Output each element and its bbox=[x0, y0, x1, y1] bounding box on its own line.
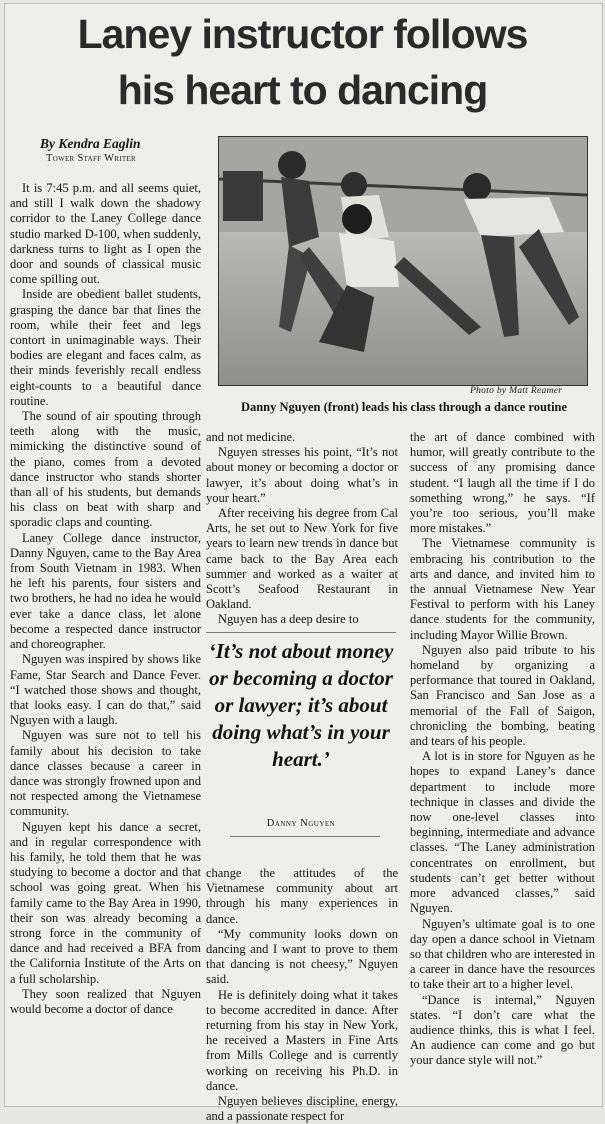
article-column-2-top bbox=[206, 430, 398, 628]
paragraph: After receiving his degree from Cal Arts, he set out to New York for five years to learn new trends in dance but came back to the Bay Area each summer and worked as a waiter at Scott’s Seafood Restaurant in Oakland. bbox=[206, 506, 398, 612]
photo-credit: Photo by Matt Reamer bbox=[470, 386, 563, 396]
paragraph: It is 7:45 p.m. and all seems quiet, and still I walk down the shadowy corridor to the Laney College dance studio marked D-100, when suddenly, darkness turns to light as I open the door and sounds of classical music come spilling out. bbox=[10, 181, 201, 287]
paragraph: Nguyen was inspired by shows like Fame, Star Search and Dance Fever. “I watched those shows and thought, that looks easy. I can do that,” said Nguyen with a laugh. bbox=[10, 652, 201, 728]
paragraph: Nguyen’s ultimate goal is to one day open a dance school in Vietnam so that children who are interested in a career in dance have the resources to take their art to a higher level. bbox=[410, 916, 595, 992]
paragraph: Laney College dance instructor, Danny Nguyen, came to the Bay Area from South Vietnam in 1983. When he left his parents, four sisters and two brothers, he had no idea he would ever take a dance class, let alone become a respected dance instructor and choreographer. bbox=[10, 530, 201, 652]
paragraph: Nguyen also paid tribute to his homeland by organizing a performance that toured in Oakland, San Francisco and San Jose as a memorial of the Fall of Saigon, chronicling the bombing, beating and tears of his people. bbox=[410, 642, 595, 749]
byline-role: Tower Staff Writer bbox=[46, 153, 137, 164]
paragraph: Nguyen has a deep desire to bbox=[218, 612, 359, 627]
pullquote-top-rule bbox=[206, 632, 396, 633]
paragraph: Nguyen kept his dance a secret, and in regular correspondence with his family, he told them that he was studying to become a doctor and that school was going great. When his family came to the Bay Area in 1990, their son was already becoming a strong force in the community of dance and had received a BFA from the California Institute of the Arts on a full scholarship. bbox=[10, 819, 201, 986]
paragraph: Nguyen stresses his point, “It’s not about money or becoming a doctor or lawyer, it’s about doing what’s in your heart.” bbox=[206, 445, 398, 505]
pullquote: ‘It’s not about money or becoming a doctor or lawyer; it’s about doing what’s in your heart.’ bbox=[208, 639, 394, 771]
photo-caption: Danny Nguyen (front) leads his class through a dance routine bbox=[240, 400, 568, 414]
paragraph: They soon realized that Nguyen would become a doctor of dance bbox=[10, 986, 201, 1016]
paragraph: and not medicine. bbox=[206, 430, 296, 444]
dancers-illustration bbox=[219, 137, 587, 385]
dance-class-photo bbox=[218, 136, 588, 386]
paragraph: change the attitudes of the Vietnamese community about art through his many experiences in dance. bbox=[206, 866, 398, 926]
paragraph: Nguyen believes discipline, energy, and a passionate respect for bbox=[206, 1094, 398, 1124]
paragraph: He is definitely doing what it takes to become accredited in dance. After returning from his stay in New York, he received a Masters in Fine Arts from Mills College and is currently working on receiving his Ph.D. in dance. bbox=[206, 987, 398, 1093]
article-column-1 bbox=[10, 181, 201, 1017]
headline-line-2: his heart to dancing bbox=[117, 67, 488, 113]
paragraph: Nguyen was sure not to tell his family about his decision to take dance classes because a career in dance was strongly frowned upon and not respected among the Vietnamese community. bbox=[10, 728, 201, 819]
article-column-3 bbox=[410, 430, 595, 1069]
headline-line-1: Laney instructor follows bbox=[77, 11, 528, 57]
paragraph: the art of dance combined with humor, will greatly contribute to the success of any promising dance student. “I laugh all the time if I do something wrong,” he says. “If you’re too serious, you’ll make more mistakes.” bbox=[410, 430, 595, 536]
byline-author: By Kendra Eaglin bbox=[40, 136, 141, 151]
paragraph: Inside are obedient ballet students, grasping the dance bar that lines the room, while their feet and legs contort in unimaginable ways. Their bodies are elegant and faces calm, as their minds feverishly recall endless eight-counts to a beautiful dance routine. bbox=[10, 287, 201, 408]
paragraph: “Dance is internal,” Nguyen states. “I don’t care what the audience thinks, this is what I feel. An audience can come and go but your dance style will not.” bbox=[410, 992, 595, 1068]
pullquote-bottom-rule bbox=[230, 836, 380, 837]
paragraph: The Vietnamese community is embracing his contribution to the arts and dance, and invited him to the annual Vietnamese New Year Festival to perform with his Laney dance students for the community, including Mayor Willie Brown. bbox=[410, 536, 595, 642]
paragraph: A lot is in store for Nguyen as he hopes to expand Laney’s dance department to include more technique in classes and divide the now one-level classes into beginning, intermediate and advance classes. “The Laney administration concentrates on enrollment, but students can’t get better without more advanced classes,” said Nguyen. bbox=[410, 749, 595, 916]
paragraph: The sound of air spouting through teeth along with the music, mimicking the distinctive sound of the piano, comes from a devoted dance instructor who stands shorter than all of his students, but demands his class on beat with sharp and sporadic claps and counting. bbox=[10, 409, 201, 530]
paragraph: “My community looks down on dancing and I want to prove to them that dancing is not cheesy,” Nguyen said. bbox=[206, 926, 398, 987]
pullquote-attribution: Danny Nguyen bbox=[266, 818, 336, 829]
article-column-2-bottom bbox=[206, 866, 398, 1124]
